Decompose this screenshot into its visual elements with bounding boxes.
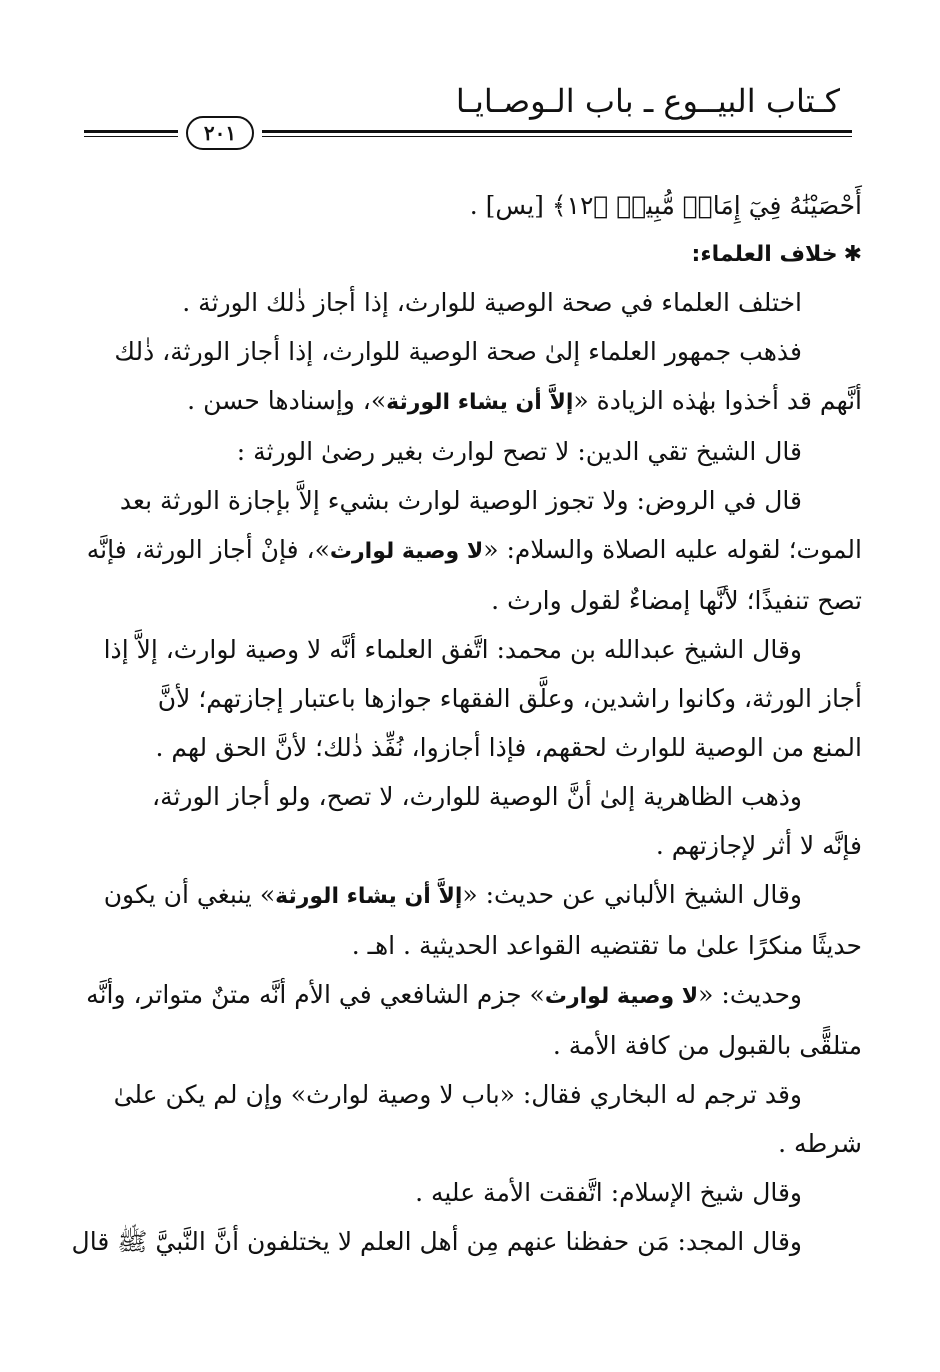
- text-line: [78, 476, 862, 525]
- asterisk-icon: ✱: [843, 242, 862, 267]
- verse-reference: [يس] .: [469, 191, 544, 220]
- header-rule-right-thin: [262, 136, 852, 137]
- line-text: قال في الروض: ولا تجوز الوصية لوارث بشيء إلاَّ بإجازة الورثة بعد: [119, 486, 802, 515]
- hadith-quote: لا وصية لوارث: [544, 984, 699, 1009]
- text-line: [78, 1168, 862, 1217]
- text-line: [78, 870, 862, 921]
- paragraph-lines: [71, 278, 862, 1266]
- line-text: » ينبغي أن يكون: [103, 880, 276, 909]
- line-text: وقال المجد: مَن حفظنا عنهم مِن أهل العلم لا يختلفون أنَّ النَّبيَّ ﷺ قال: [71, 1227, 802, 1256]
- text-line: [78, 821, 862, 870]
- text-line: [71, 1217, 862, 1266]
- text-line: [78, 1119, 862, 1168]
- line-text: أجاز الورثة، وكانوا راشدين، وعلَّق الفقهاء جوازها باعتبار إجازتهم؛ لأنَّ: [157, 684, 862, 713]
- line-text: حديثًا منكرًا علىٰ ما تقتضيه القواعد الحديثية . اهـ .: [351, 931, 862, 960]
- line-text: »، وإسنادها حسن .: [187, 386, 387, 415]
- verse-text: أَحْصَيْنَٰهُ فِيٓ إِمَامٖ مُّبِينٖ ﴿١٢﴾: [551, 191, 862, 220]
- hadith-quote: إلاَّ أن يشاء الورثة: [386, 390, 574, 415]
- page-number-badge: [186, 116, 254, 150]
- line-text: وذهب الظاهرية إلىٰ أنَّ الوصية للوارث، لا تصح، ولو أجاز الورثة،: [152, 782, 802, 811]
- text-line: [78, 1021, 862, 1070]
- line-text: أنَّهم قد أخذوا بهٰذه الزيادة «: [573, 386, 862, 415]
- text-line: [78, 576, 862, 625]
- hadith-quote: لا وصية لوارث: [329, 539, 484, 564]
- section-heading-text: خلاف العلماء:: [691, 242, 838, 267]
- line-text: شرطه .: [778, 1129, 862, 1158]
- line-text: وقد ترجم له البخاري فقال: «باب لا وصية لوارث» وإن لم يكن علىٰ: [113, 1080, 802, 1109]
- hadith-quote: إلاَّ أن يشاء الورثة: [275, 884, 463, 909]
- section-heading: [78, 232, 862, 278]
- line-text: » جزم الشافعي في الأم أنَّه متنٌ متواتر، وأنَّه: [86, 980, 545, 1009]
- line-text: الموت؛ لقوله عليه الصلاة والسلام: «: [483, 535, 862, 564]
- line-text: متلقًّى بالقبول من كافة الأمة .: [552, 1031, 862, 1060]
- line-text: المنع من الوصية للوارث لحقهم، فإذا أجازوا، نُفِّذ ذٰلك؛ لأنَّ الحق لهم .: [155, 733, 862, 762]
- text-line: [78, 427, 862, 476]
- text-line: [78, 625, 862, 674]
- header-rule-left-thin: [84, 136, 178, 137]
- line-text: وقال الشيخ الألباني عن حديث: «: [462, 880, 802, 909]
- chapter-title: كـتاب البيــوع ـ باب الـوصـايـا: [455, 82, 840, 120]
- line-text: قال الشيخ تقي الدين: لا تصح لوارث بغير رضىٰ الورثة :: [236, 437, 802, 466]
- line-text: »، فإنْ أجاز الورثة، فإنَّه: [86, 535, 330, 564]
- line-text: فذهب جمهور العلماء إلىٰ صحة الوصية للوارث، إذا أجاز الورثة، ذٰلك: [114, 337, 802, 366]
- page-number: ٢٠١: [203, 121, 237, 145]
- line-text: وحديث: «: [698, 980, 802, 1009]
- line-text: تصح تنفيذًا؛ لأنَّها إمضاءٌ لقول وارث .: [491, 586, 862, 615]
- line-text: وقال شيخ الإسلام: اتَّفقت الأمة عليه .: [415, 1178, 802, 1207]
- text-line: [78, 1070, 862, 1119]
- line-text: وقال الشيخ عبدالله بن محمد: اتَّفق العلماء أنَّه لا وصية لوارث، إلاَّ إذا: [103, 635, 802, 664]
- header-rule-right: [262, 130, 852, 133]
- quran-verse: [78, 180, 862, 232]
- line-text: فإنَّه لا أثر لإجازتهم .: [655, 831, 862, 860]
- page-body: [71, 180, 862, 1266]
- text-line: [78, 525, 862, 576]
- text-line: [78, 921, 862, 970]
- text-line: [78, 278, 862, 327]
- header-rule-left: [84, 130, 178, 133]
- line-text: اختلف العلماء في صحة الوصية للوارث، إذا أجاز ذٰلك الورثة .: [182, 288, 802, 317]
- text-line: [78, 674, 862, 723]
- text-line: [78, 772, 862, 821]
- text-line: [78, 376, 862, 427]
- text-line: [78, 723, 862, 772]
- text-line: [78, 327, 862, 376]
- text-line: [78, 970, 862, 1021]
